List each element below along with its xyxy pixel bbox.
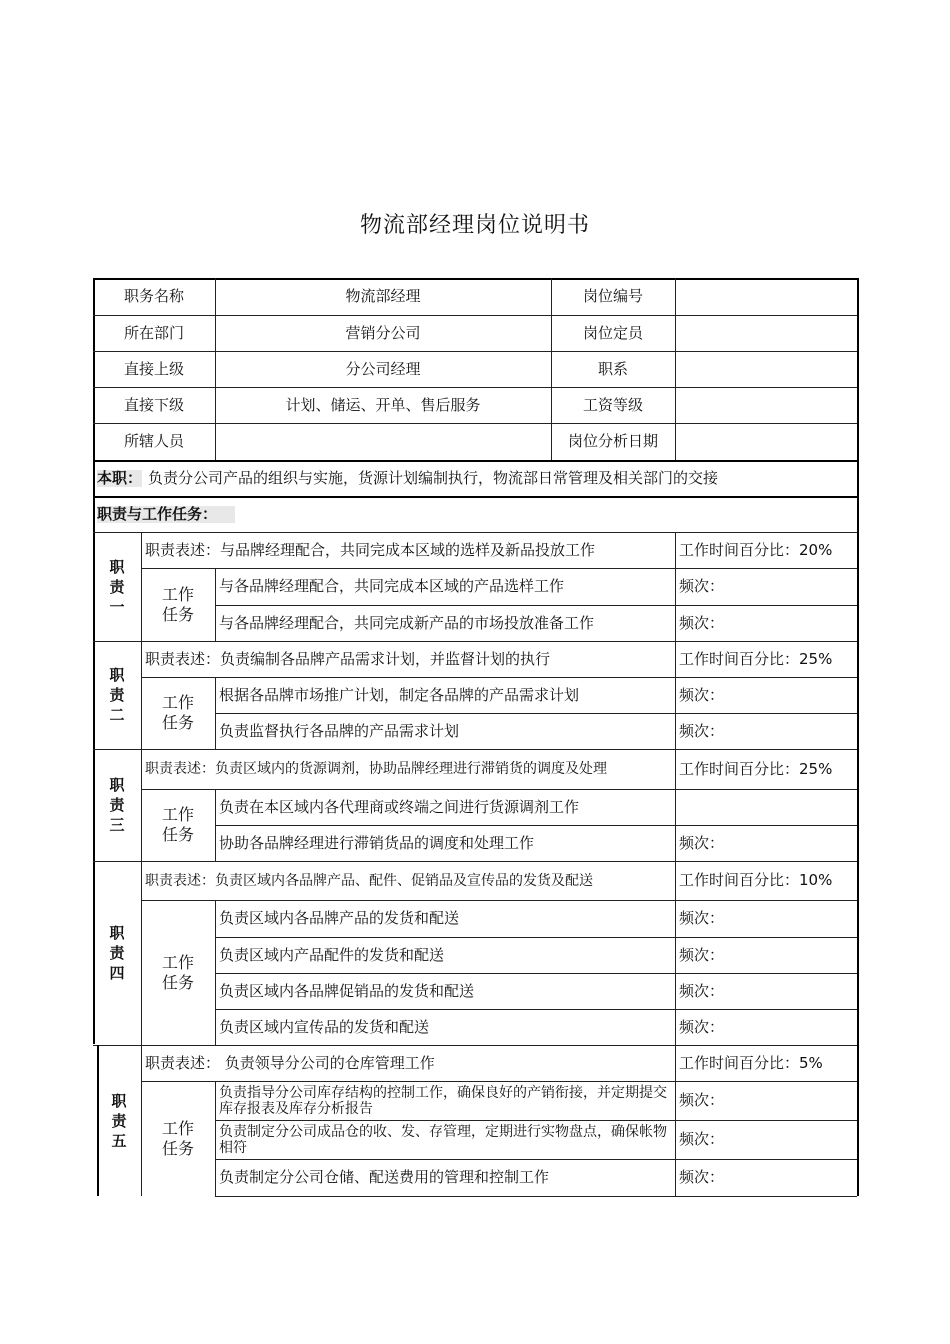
header-value: 分公司经理 xyxy=(345,359,421,378)
duty-time-percent: 工作时间百分比：20% xyxy=(679,540,833,559)
task-label-char: 任务 xyxy=(161,604,194,624)
duty-name-char: 职 xyxy=(109,666,125,684)
duty-name-char: 责 xyxy=(109,796,125,814)
task-frequency: 频次： xyxy=(679,613,725,632)
task-frequency: 频次： xyxy=(679,1168,725,1186)
header-right-label: 岗位分析日期 xyxy=(567,432,658,450)
header-right-label: 职系 xyxy=(597,359,628,378)
task-text: 负责区域内各品牌促销品的发货和配送 xyxy=(219,981,475,1000)
task-text: 根据各品牌市场推广计划，制定各品牌的产品需求计划 xyxy=(219,685,580,704)
task-text: 负责指导分公司库存结构的控制工作，确保良好的产销衔接，并定期提交库存报表及库存分析报告 xyxy=(219,1084,667,1117)
duty-description: 职责表述：负责编制各品牌产品需求计划，并监督计划的执行 xyxy=(145,649,551,668)
duty-time-percent: 工作时间百分比：5% xyxy=(679,1053,823,1072)
duty-name-char: 五 xyxy=(111,1131,127,1150)
header-right-label: 工资等级 xyxy=(582,395,643,414)
task-frequency: 频次： xyxy=(679,1017,725,1036)
task-label-char: 工作 xyxy=(161,1118,194,1138)
duty-name-char: 二 xyxy=(109,706,125,724)
header-right-value xyxy=(675,351,857,387)
duty-description: 职责表述：负责区域内的货源调剂，协助品牌经理进行滞销货的调度及处理 xyxy=(145,761,607,777)
task-text: 与各品牌经理配合，共同完成新产品的市场投放准备工作 xyxy=(219,613,595,632)
task-frequency: 频次： xyxy=(679,833,725,852)
duty-name-char: 责 xyxy=(109,944,125,962)
duty-description: 职责表述： 负责领导分公司的仓库管理工作 xyxy=(145,1053,435,1072)
header-label: 所在部门 xyxy=(123,323,184,342)
task-text: 协助各品牌经理进行滞销货品的调度和处理工作 xyxy=(219,833,535,852)
task-frequency: 频次： xyxy=(679,945,725,964)
header-label: 直接下级 xyxy=(123,395,184,414)
benzhi-text: 负责分公司产品的组织与实施，货源计划编制执行，物流部日常管理及相关部门的交接 xyxy=(148,468,719,487)
duty-name xyxy=(97,1045,141,1196)
duty-time-percent: 工作时间百分比：10% xyxy=(679,871,833,889)
benzhi-row xyxy=(93,460,861,496)
task-text: 负责区域内宣传品的发货和配送 xyxy=(219,1017,430,1036)
duty-name-char: 职 xyxy=(109,557,125,576)
task-label xyxy=(141,789,215,861)
task-label xyxy=(141,1081,215,1196)
header-label: 直接上级 xyxy=(123,359,184,378)
task-frequency xyxy=(675,789,861,825)
task-text: 负责在本区域内各代理商或终端之间进行货源调剂工作 xyxy=(219,797,580,816)
duty-name-char: 责 xyxy=(109,686,125,704)
duty-name xyxy=(93,641,141,749)
task-label-char: 任务 xyxy=(161,972,194,992)
duty-name-char: 一 xyxy=(109,597,125,616)
task-frequency: 频次： xyxy=(679,909,725,927)
task-label-char: 工作 xyxy=(161,952,194,972)
header-value: 营销分公司 xyxy=(345,323,421,342)
header-right-value xyxy=(675,423,857,460)
task-frequency: 频次： xyxy=(679,981,725,1000)
table-hline xyxy=(215,1196,857,1197)
duty-name-char: 职 xyxy=(109,776,125,794)
duties-heading: 职责与工作任务： xyxy=(97,506,235,523)
header-right-label: 岗位编号 xyxy=(582,287,643,305)
duty-time-percent: 工作时间百分比：25% xyxy=(679,649,833,668)
header-value xyxy=(215,423,551,460)
task-text: 负责监督执行各品牌的产品需求计划 xyxy=(219,721,460,740)
duties-heading-row xyxy=(93,496,861,532)
task-label-char: 工作 xyxy=(161,805,194,824)
header-label: 职务名称 xyxy=(123,287,184,305)
task-label xyxy=(141,900,215,1045)
duty-name-char: 责 xyxy=(109,577,125,596)
task-label-char: 工作 xyxy=(161,693,194,712)
task-frequency: 频次： xyxy=(679,685,725,704)
duty-name xyxy=(93,749,141,861)
header-right-value xyxy=(675,278,857,315)
duty-name-char: 职 xyxy=(109,924,125,942)
duty-name-char: 责 xyxy=(111,1111,127,1130)
task-label xyxy=(141,677,215,749)
task-label xyxy=(141,568,215,641)
duty-name-char: 职 xyxy=(111,1091,127,1110)
header-value: 计划、储运、开单、售后服务 xyxy=(285,395,481,414)
task-text: 负责区域内各品牌产品的发货和配送 xyxy=(219,909,460,927)
task-text: 负责制定分公司仓储、配送费用的管理和控制工作 xyxy=(219,1168,550,1186)
header-value: 物流部经理 xyxy=(345,287,421,305)
task-frequency: 频次： xyxy=(679,1130,725,1148)
duty-name-char: 四 xyxy=(109,964,125,982)
task-frequency: 频次： xyxy=(679,721,725,740)
duty-time-percent: 工作时间百分比：25% xyxy=(679,759,833,778)
task-text: 与各品牌经理配合，共同完成本区域的产品选样工作 xyxy=(219,577,565,595)
document-title: 物流部经理岗位说明书 xyxy=(359,213,590,238)
duty-description: 职责表述：负责区域内各品牌产品、配件、促销品及宣传品的发货及配送 xyxy=(145,872,593,889)
task-frequency: 频次： xyxy=(679,577,725,595)
duty-name xyxy=(93,532,141,641)
header-label: 所辖人员 xyxy=(123,432,184,450)
task-label-char: 任务 xyxy=(161,1138,194,1158)
duty-name-char: 三 xyxy=(109,816,125,834)
task-label-char: 任务 xyxy=(161,713,194,732)
task-frequency: 频次： xyxy=(679,1091,725,1109)
header-right-value xyxy=(675,387,857,423)
task-text: 负责区域内产品配件的发货和配送 xyxy=(219,945,445,964)
task-label-char: 工作 xyxy=(161,584,194,604)
task-label-char: 任务 xyxy=(161,825,194,844)
job-description-table xyxy=(93,278,857,1196)
header-right-value xyxy=(675,315,857,351)
benzhi-label: 本职： xyxy=(97,468,143,487)
duty-name xyxy=(93,861,141,1045)
header-right-label: 岗位定员 xyxy=(582,323,643,342)
task-text: 负责制定分公司成品仓的收、发、存管理，定期进行实物盘点，确保帐物相符 xyxy=(219,1123,667,1156)
duty-description: 职责表述：与品牌经理配合，共同完成本区域的选样及新品投放工作 xyxy=(145,540,596,559)
